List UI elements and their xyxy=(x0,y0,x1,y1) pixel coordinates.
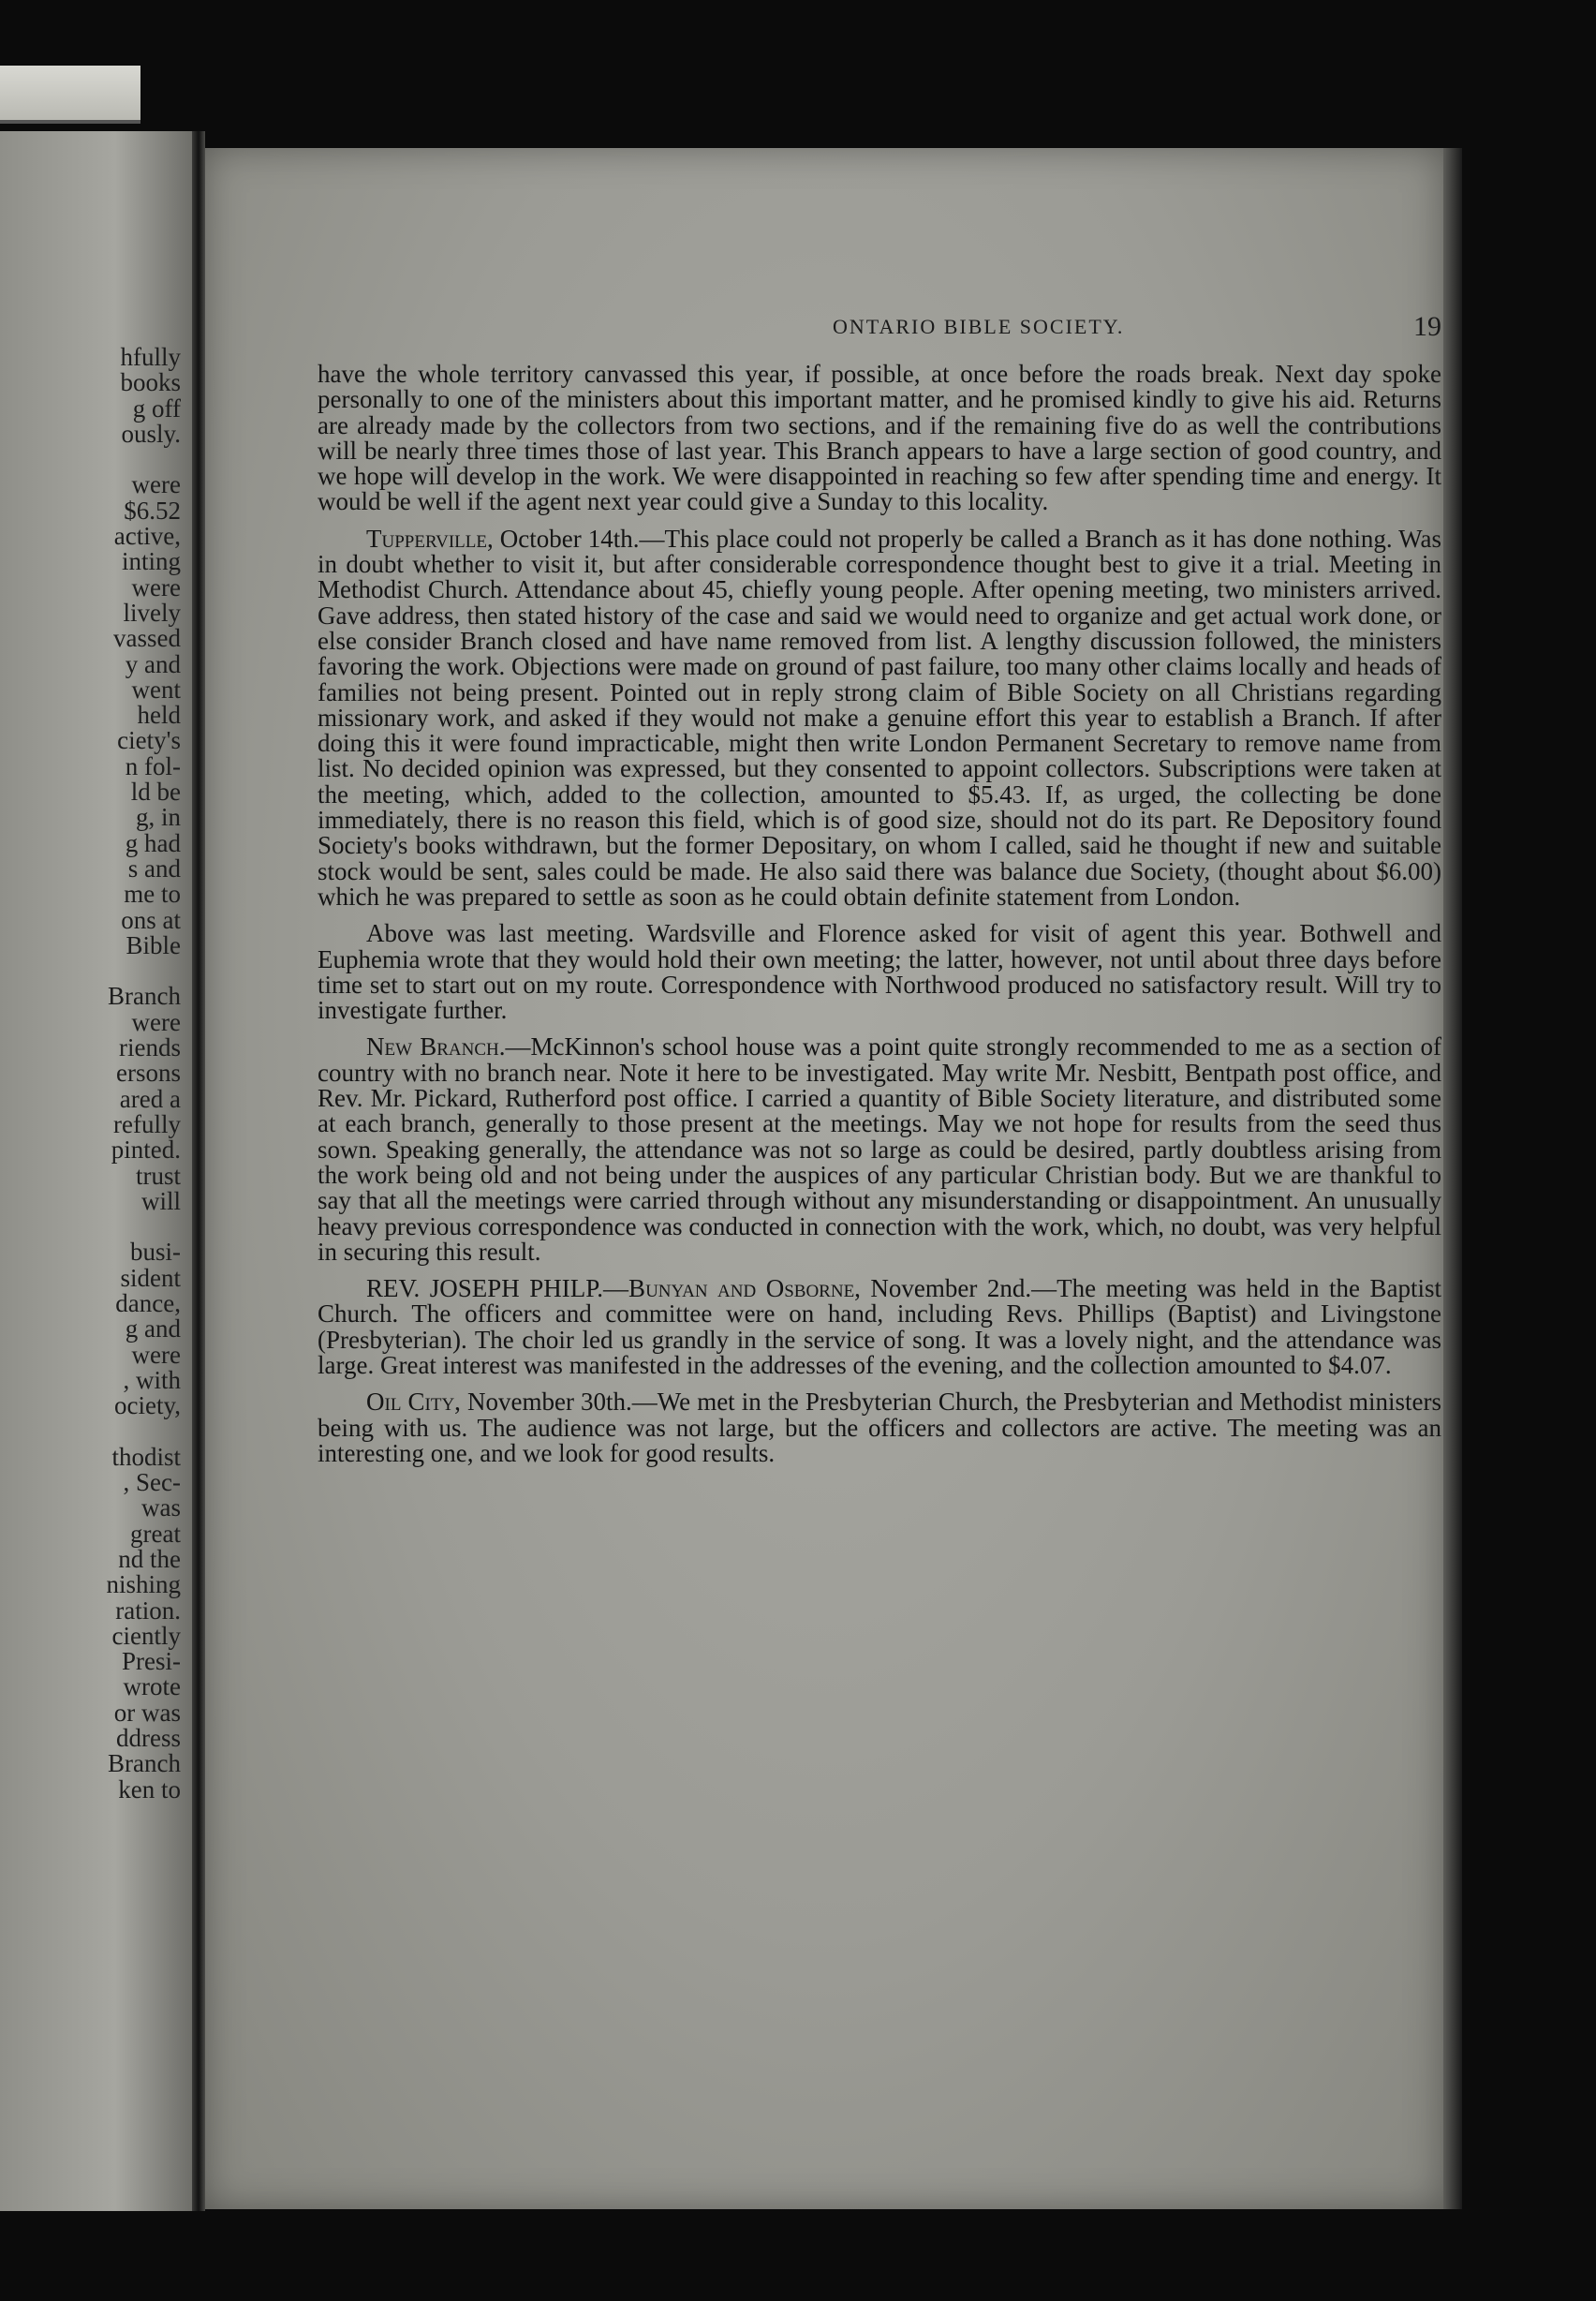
paragraph xyxy=(318,524,1441,911)
paragraph-text: November 2nd.—The meeting was held in the Baptist Church. The officers and committee were on hand, including Revs. Phillips (Baptist) and Livingstone (Presbyterian). The choir led us grandly in the service of song. It was a lovely night, and the attendance was large. Great interest was manifested in the addresses of the evening, and the collection amounted to $4.07. xyxy=(318,1274,1442,1379)
paragraph xyxy=(318,1389,1441,1466)
left-fragment-line: nd the xyxy=(118,1544,181,1573)
left-fragment-line: sident xyxy=(120,1263,181,1292)
paragraph-text: Above was last meeting. Wardsville and Florence asked for visit of agent this year. Bothwell and Euphemia wrote that they would hold their own meeting; the latter, however, not until about three days before time set to start out on my route. Correspondence with Northwood produced no satisfactory result. Will try to investigate further. xyxy=(318,919,1441,1025)
left-fragment-line: $6.52 xyxy=(124,496,181,525)
left-fragment-line: lively xyxy=(123,598,181,627)
left-fragment-line: g had xyxy=(125,828,181,857)
left-fragment-line xyxy=(106,1418,181,1444)
left-fragment-line: riends xyxy=(119,1033,181,1062)
left-fragment-line: busi- xyxy=(130,1238,181,1267)
facing-page-left xyxy=(0,131,192,2211)
left-fragment-line: ously. xyxy=(121,419,181,448)
left-fragment-line: went xyxy=(131,675,181,704)
left-fragment-line: ared a xyxy=(119,1084,181,1113)
left-fragment-line: hfully xyxy=(120,343,181,371)
left-fragment-line: y and xyxy=(125,649,181,678)
paragraph xyxy=(318,1276,1441,1378)
paragraph xyxy=(318,1034,1441,1265)
left-fragment-line: vassed xyxy=(113,624,181,653)
paragraph-lead: New Branch. xyxy=(366,1032,506,1061)
paragraph xyxy=(318,921,1441,1023)
left-fragment-line: active, xyxy=(113,522,181,551)
left-fragment-line: thodist xyxy=(111,1442,181,1471)
running-head xyxy=(318,311,1441,343)
left-fragment-line: ersons xyxy=(116,1059,181,1088)
left-fragment-line: held xyxy=(137,701,181,730)
left-fragment-line: ddress xyxy=(116,1724,181,1753)
left-fragment-line xyxy=(106,958,181,984)
paragraph-text: November 30th.—We met in the Presbyterian Church, the Presbyterian and Methodist ministers being with us. The audience was not large, but the officers and collectors are active. The meeting was an interesting one, and we look for good results. xyxy=(318,1388,1441,1467)
left-fragment-line: ociety, xyxy=(114,1391,181,1420)
left-fragment-line: ciety's xyxy=(117,726,181,755)
left-fragment-line: Branch xyxy=(108,982,181,1011)
paragraph xyxy=(318,362,1441,515)
page-number: 19 xyxy=(1413,311,1441,342)
left-fragment-line: Presi- xyxy=(122,1647,181,1676)
left-fragment-line: g, in xyxy=(135,803,181,832)
left-fragment-line: books xyxy=(120,368,181,397)
left-fragment-line: great xyxy=(130,1519,181,1548)
left-fragment-line: ciently xyxy=(111,1621,181,1650)
bookmark-tab xyxy=(0,66,140,124)
left-fragment-line xyxy=(106,447,181,472)
left-fragment-line: wrote xyxy=(123,1672,181,1701)
page-edge xyxy=(1443,148,1462,2209)
left-fragment-line: g off xyxy=(132,393,181,423)
left-fragment-line: trust xyxy=(135,1161,181,1190)
left-fragment-line: s and xyxy=(127,854,181,883)
left-fragment-line: dance, xyxy=(115,1288,181,1317)
page-right xyxy=(205,148,1443,2209)
left-fragment-line: Bible xyxy=(126,930,181,959)
left-fragment-line: , Sec- xyxy=(123,1468,181,1497)
body-text xyxy=(318,362,1441,1477)
book-gutter xyxy=(192,131,205,2211)
left-fragment-line: me to xyxy=(124,880,181,909)
left-fragment-line: Branch xyxy=(108,1749,181,1778)
left-fragment-line: were xyxy=(131,1007,181,1036)
left-fragment-line: were xyxy=(131,470,181,499)
paragraph-lead: Tupperville, xyxy=(366,524,494,553)
left-fragment-line: ld be xyxy=(130,778,181,807)
left-fragment-line: refully xyxy=(113,1109,181,1138)
left-fragment-line: was xyxy=(141,1493,181,1522)
left-fragment-line: pinted. xyxy=(111,1136,181,1165)
left-fragment-line: n fol- xyxy=(125,751,181,780)
left-fragment-line: were xyxy=(131,1340,181,1369)
left-page-text-fragments xyxy=(106,345,181,1803)
left-fragment-line: g and xyxy=(125,1314,181,1343)
paragraph-lead: Oil City, xyxy=(366,1388,461,1417)
left-fragment-line: ons at xyxy=(121,905,181,934)
left-fragment-line: nishing xyxy=(106,1570,181,1599)
left-fragment-line: , with xyxy=(123,1365,181,1394)
left-fragment-line: will xyxy=(140,1186,181,1215)
left-fragment-line: inting xyxy=(121,547,181,576)
paragraph-text: —McKinnon's school house was a point quite strongly recommended to me as a section of country with no branch near. Note it here to be investigated. May write Mr. Nesbitt, Bentpath post office, and Rev. Mr. Pickard, Rutherford post office. I carried a quantity of Bible Society literature, and distributed some at each branch, generally to those present at the meetings. May we not hope for results from the seed thus sown. Speaking generally, the attendance was not so large as could be desired, partly doubtless arising from the work being old and not being under the auspices of any particular Christian body. But we are thankful to say that all the meetings were carried through without any misunderstanding or disappointment. An unusually heavy previous correspondence was conducted in connection with the work, which, no doubt, was very helpful in securing this result. xyxy=(318,1032,1441,1266)
running-title: ONTARIO BIBLE SOCIETY. xyxy=(833,315,1125,338)
left-fragment-line: ration. xyxy=(115,1596,181,1625)
left-fragment-line: ken to xyxy=(118,1774,181,1804)
left-fragment-line: were xyxy=(131,572,181,601)
paragraph-lead: REV. JOSEPH PHILP.—Bunyan and Osborne, xyxy=(366,1274,861,1303)
left-fragment-line: or was xyxy=(113,1698,181,1727)
paragraph-text: have the whole territory canvassed this year, if possible, at once before the roads break. Next day spoke personally to one of the ministers about this important matter, and he promised kindly to give his aid. Returns are already made by the collectors from two sections, and if the remaining five do as well the contributions will be nearly three times those of last year. This Branch appears to have a large section of good country, and we hope will develop in the work. We were disappointed in reaching so few after spending time and energy. It would be well if the agent next year could give a Sunday to this locality. xyxy=(318,360,1441,516)
paragraph-text: October 14th.—This place could not properly be called a Branch as it has done nothing. Was in doubt whether to visit it, but after considerable correspondence thought best to give it a trial. Meeting in Methodist Church. Attendance about 45, chiefly young people. After opening meeting, two ministers arrived. Gave address, then stated history of the case and said we would need to organize and get actual work done, or else consider Branch closed and have name removed from list. A lengthy discussion followed, the ministers favoring the work. Objections were made on ground of past failure, too many other claims locally and heads of families not being present. Pointed out in reply strong claim of Bible Society on all Christians regarding missionary work, and asked if they would not make a genuine effort this year to establish a Branch. If after doing this it were found impracticable, might then write London Permanent Secretary to remove name from list. No decided opinion was expressed, but they consented to appoint collectors. Subscriptions were taken at the meeting, which, added to the collection, amounted to $5.43. If, as urged, the collecting be done immediately, there is no reason this field, which is of good size, should not do its part. Re Depository found Society's books withdrawn, but the former Depositary, on whom I called, said he thought if new and suitable stock would be sent, sales could be made. He also said there was balance due Society, (thought about $6.00) which he was prepared to settle as soon as he could obtain definite statement from London. xyxy=(318,524,1441,911)
left-fragment-line xyxy=(106,1214,181,1240)
